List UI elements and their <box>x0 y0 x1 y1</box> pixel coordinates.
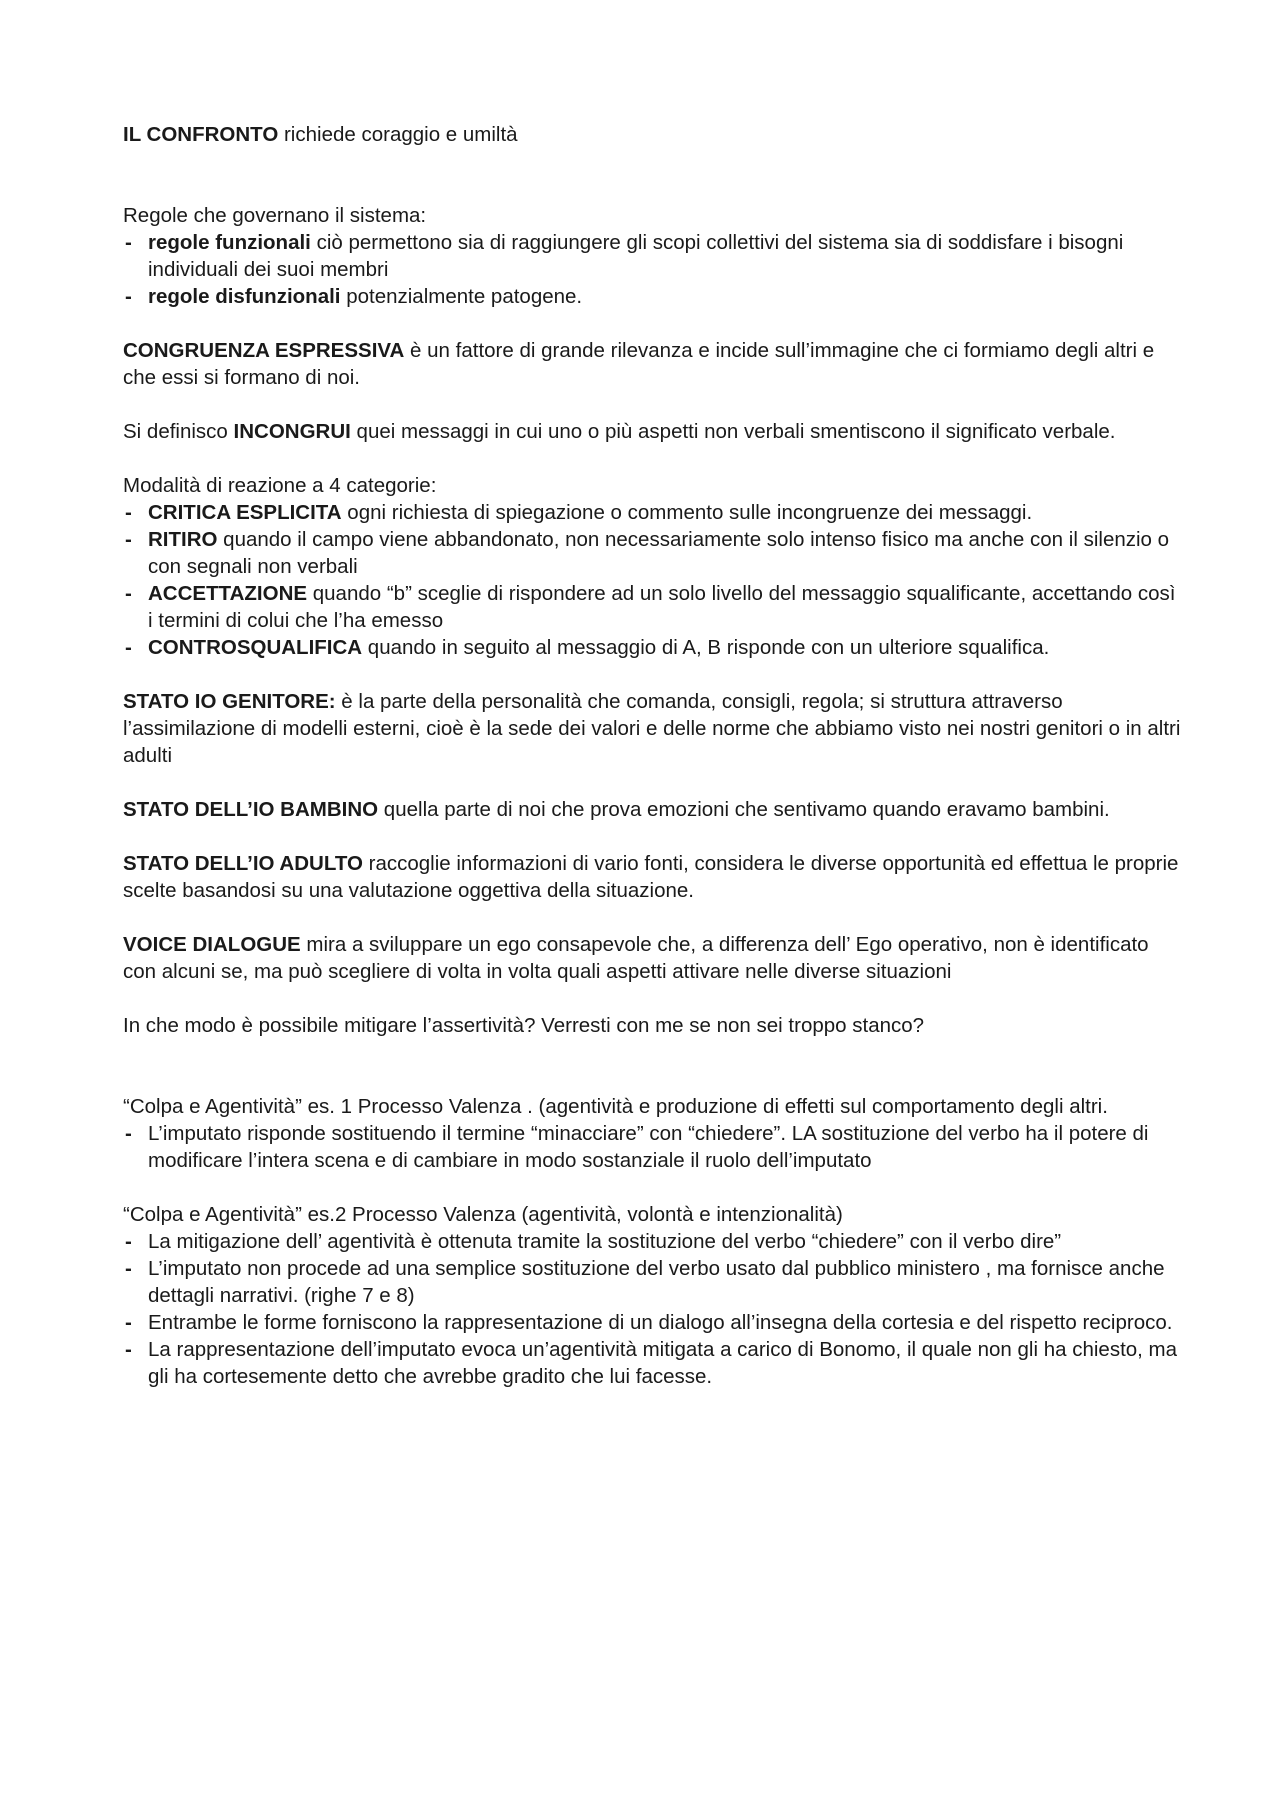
modalita-list <box>123 499 1183 661</box>
modalita-term: CRITICA ESPLICITA <box>148 501 342 524</box>
list-item: - La rappresentazione dell’imputato evoca un’agentività mitigata a carico di Bonomo, il quale non gli ha chiesto, ma gli ha cortesemente detto che avrebbe gradito che lui facesse. <box>123 1336 1183 1390</box>
modalita-text: ogni richiesta di spiegazione o commento sulle incongruenze dei messaggi. <box>341 501 1033 524</box>
modalita-text: quando il campo viene abbandonato, non necessariamente solo intenso fisico ma anche con il silenzio o con segnali non verbali <box>148 528 1170 578</box>
congruenza-text: è un fattore di grande rilevanza e incide sull’immagine che ci formiamo degli altri e che essi si formano di noi. <box>123 339 1155 389</box>
incongrui-paragraph <box>123 418 1183 445</box>
voice-paragraph <box>123 931 1183 985</box>
list-item <box>123 229 1183 283</box>
rule-text: ciò permettono sia di raggiungere gli scopi collettivi del sistema sia di soddisfare i bisogni individuali dei suoi membri <box>148 231 1124 281</box>
modalita-text: quando in seguito al messaggio di A, B risponde con un ulteriore squalifica. <box>362 636 1050 659</box>
title-line <box>123 121 1183 148</box>
question-paragraph: In che modo è possibile mitigare l’assertività? Verresti con me se non sei troppo stanco? <box>123 1014 925 1037</box>
rules-intro: Regole che governano il sistema: <box>123 204 427 227</box>
colpa1-intro: “Colpa e Agentività” es. 1 Processo Valenza . (agentività e produzione di effetti sul comportamento degli altri. <box>123 1095 1108 1118</box>
incongrui-term: INCONGRUI <box>233 420 351 443</box>
colpa1-list <box>123 1120 1183 1174</box>
genitore-term: STATO IO GENITORE: <box>123 690 336 713</box>
list-item <box>123 499 1183 526</box>
title-rest: richiede coraggio e umiltà <box>278 123 518 146</box>
rule-term: regole funzionali <box>148 231 311 254</box>
list-item <box>123 283 1183 310</box>
modalita-term: CONTROSQUALIFICA <box>148 636 363 659</box>
bambino-term: STATO DELL’IO BAMBINO <box>123 798 379 821</box>
genitore-text: è la parte della personalità che comanda, consigli, regola; si struttura attraverso l’assimilazione di modelli esterni, cioè è la sede dei valori e delle norme che abbiamo visto nei nostri genitori o in altri adulti <box>123 690 1181 767</box>
list-item: - L’imputato risponde sostituendo il termine “minacciare” con “chiedere”. LA sostituzione del verbo ha il potere di modificare l’intera scena e di cambiare in modo sostanziale il ruolo dell’imputato <box>123 1120 1183 1174</box>
modalita-term: RITIRO <box>148 528 218 551</box>
list-item: - L’imputato non procede ad una semplice sostituzione del verbo usato dal pubblico ministero , ma fornisce anche dettagli narrativi. (righe 7 e 8) <box>123 1255 1183 1309</box>
colpa2-list <box>123 1228 1183 1390</box>
list-item <box>123 580 1183 634</box>
rule-text: potenzialmente patogene. <box>340 285 583 308</box>
rules-list <box>123 229 1183 310</box>
modalita-text: quando “b” sceglie di rispondere ad un solo livello del messaggio squalificante, accettando così i termini di colui che l’ha emesso <box>148 582 1176 632</box>
list-item: - La mitigazione dell’ agentività è ottenuta tramite la sostituzione del verbo “chiedere” con il verbo dire” <box>123 1228 1183 1255</box>
genitore-paragraph <box>123 688 1183 769</box>
adulto-term: STATO DELL’IO ADULTO <box>123 852 363 875</box>
bambino-paragraph <box>123 796 1183 823</box>
document-body <box>123 121 1183 1390</box>
voice-text: mira a sviluppare un ego consapevole che, a differenza dell’ Ego operativo, non è identificato con alcuni se, ma può scegliere di volta in volta quali aspetti attivare nelle diverse situazioni <box>123 933 1149 983</box>
congruenza-paragraph <box>123 337 1183 391</box>
congruenza-term: CONGRUENZA ESPRESSIVA <box>123 339 405 362</box>
incongrui-pre: Si definisco <box>123 420 234 443</box>
adulto-paragraph <box>123 850 1183 904</box>
voice-term: VOICE DIALOGUE <box>123 933 301 956</box>
list-item: - Entrambe le forme forniscono la rappresentazione di un dialogo all’insegna della cortesia e del rispetto reciproco. <box>123 1309 1183 1336</box>
modalita-intro: Modalità di reazione a 4 categorie: <box>123 474 437 497</box>
colpa2-intro: “Colpa e Agentività” es.2 Processo Valenza (agentività, volontà e intenzionalità) <box>123 1203 843 1226</box>
title-strong: IL CONFRONTO <box>123 123 279 146</box>
incongrui-text: quei messaggi in cui uno o più aspetti non verbali smentiscono il significato verbale. <box>350 420 1116 443</box>
modalita-term: ACCETTAZIONE <box>148 582 308 605</box>
list-item <box>123 634 1183 661</box>
list-item <box>123 526 1183 580</box>
adulto-text: raccoglie informazioni di vario fonti, considera le diverse opportunità ed effettua le proprie scelte basandosi su una valutazione oggettiva della situazione. <box>123 852 1179 902</box>
bambino-text: quella parte di noi che prova emozioni che sentivamo quando eravamo bambini. <box>378 798 1110 821</box>
rule-term: regole disfunzionali <box>148 285 341 308</box>
